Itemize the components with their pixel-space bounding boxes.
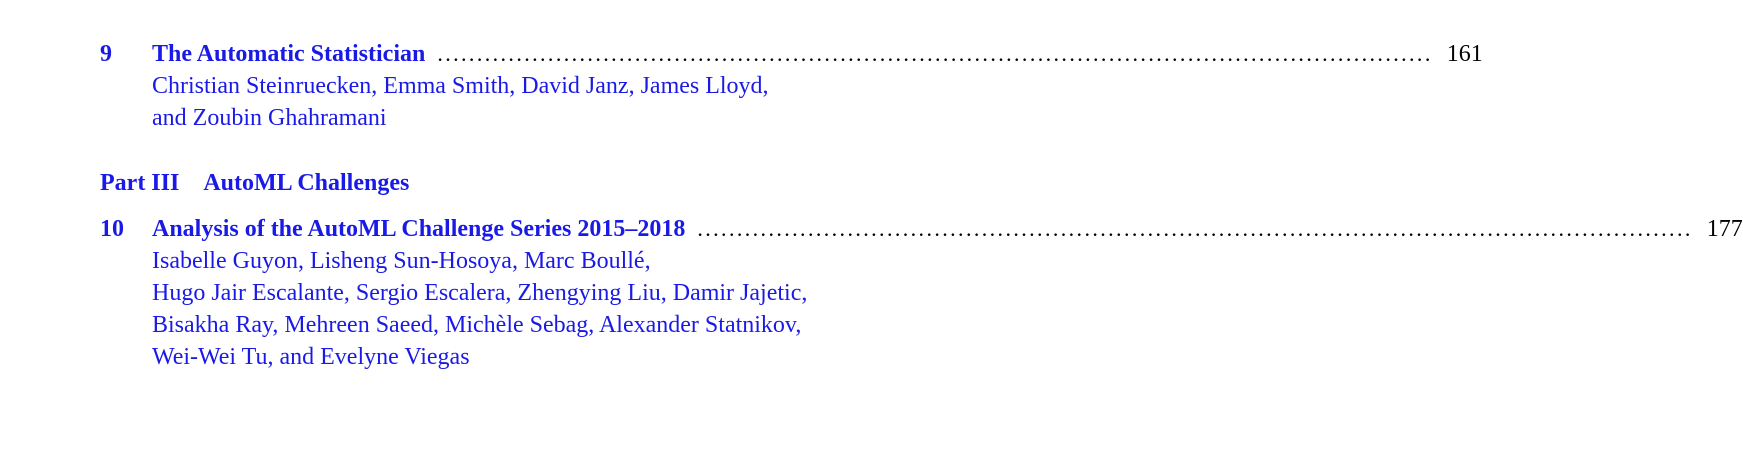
author-line[interactable]: and Zoubin Ghahramani xyxy=(152,105,387,131)
chapter-title-line[interactable] xyxy=(152,213,1743,245)
dot-leader: .............................................................................................................................. xyxy=(437,41,1433,66)
chapter-number: 10 xyxy=(100,216,124,242)
part-title[interactable]: AutoML Challenges xyxy=(203,170,410,196)
author-line[interactable]: Bisakha Ray, Mehreen Saeed, Michèle Sebag, Alexander Statnikov, xyxy=(152,312,802,338)
chapter-number: 9 xyxy=(100,41,112,67)
chapter-title-line[interactable] xyxy=(152,38,1483,70)
author-line[interactable]: Christian Steinruecken, Emma Smith, David Janz, James Lloyd, xyxy=(152,73,769,99)
author-line[interactable]: Isabelle Guyon, Lisheng Sun-Hosoya, Marc Boullé, xyxy=(152,248,651,274)
chapter-authors[interactable] xyxy=(152,245,807,373)
chapter-authors[interactable] xyxy=(152,70,769,134)
dot-leader: .............................................................................................................................. xyxy=(697,216,1693,241)
author-line[interactable]: Hugo Jair Escalante, Sergio Escalera, Zhengying Liu, Damir Jajetic, xyxy=(152,280,808,306)
part-label[interactable]: Part III xyxy=(100,170,180,196)
page-number: 177 xyxy=(1706,216,1743,242)
part-heading[interactable] xyxy=(100,167,409,199)
page-number: 161 xyxy=(1446,41,1483,67)
author-line[interactable]: Wei-Wei Tu, and Evelyne Viegas xyxy=(152,344,470,370)
chapter-title-link[interactable]: The Automatic Statistician xyxy=(152,41,426,67)
chapter-title-link[interactable]: Analysis of the AutoML Challenge Series 2015–2018 xyxy=(152,216,686,242)
